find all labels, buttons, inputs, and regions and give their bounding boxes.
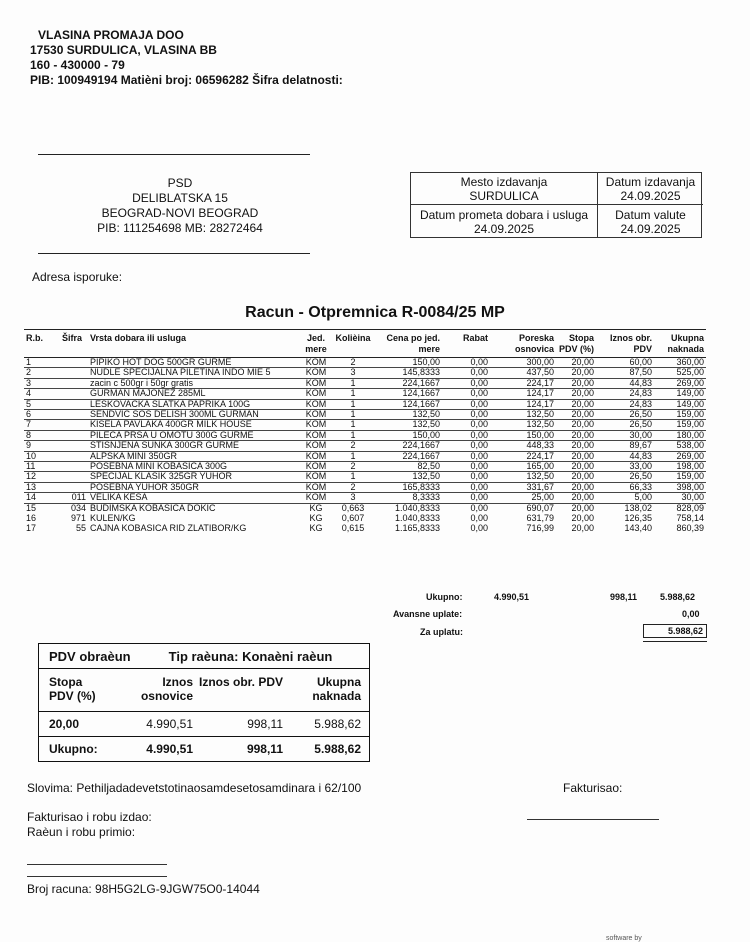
cell-pdv: 30,00 (596, 430, 654, 440)
cell-ukupno: 758,14 (676, 513, 704, 524)
cell-pdv: 126,35 (624, 513, 652, 524)
cell-naziv: CAJNA KOBASICA RID ZLATIBOR/KG (90, 523, 247, 534)
col-jm: Jed. mere (300, 330, 332, 358)
cell-ukupno: 269,00 (654, 451, 706, 461)
cell-naziv: POSEBNA MINI KOBASICA 300G (88, 462, 300, 472)
table-row (24, 514, 706, 524)
vat-summary-box (38, 643, 370, 762)
cell-sifra (60, 410, 88, 420)
invoice-type: Tip raèuna: Konaèni raèun (168, 648, 333, 664)
cell-naziv: KISELA PAVLAKA 400GR MILK HOUSE (88, 420, 300, 430)
cell-cena: 132,50 (374, 420, 442, 430)
cell-stopa: 20,00 (556, 493, 596, 503)
cell-osnovica: 124,17 (490, 389, 556, 399)
cell-kol: 1 (332, 399, 374, 409)
cell-cena: 124,1667 (374, 389, 442, 399)
cell-pdv: 89,67 (596, 441, 654, 451)
cell-osnovica: 132,50 (490, 420, 556, 430)
table-row (24, 358, 706, 368)
table-row (24, 399, 706, 409)
totals-ukupno: 5.988,62 (660, 592, 696, 602)
buyer-ids: PIB: 111254698 MB: 28272464 (97, 221, 263, 235)
received-signature-line (27, 864, 167, 865)
cell-cena: 165,8333 (374, 482, 442, 492)
cell-ukupno: 860,39 (676, 523, 704, 534)
table-row (24, 472, 706, 482)
cell-rabat: 0,00 (442, 493, 490, 503)
cell-rabat: 0,00 (442, 462, 490, 472)
totals-osnovica: 4.990,51 (494, 592, 530, 602)
value-date-value: 24.09.2025 (620, 221, 681, 236)
cell-osnovica: 165,00 (490, 462, 556, 472)
cell-pdv: 138,02 (624, 503, 652, 513)
cell-pdv: 60,00 (596, 358, 654, 368)
software-brand: software by (606, 935, 642, 942)
cell-stopa: 20,00 (556, 462, 596, 472)
delivery-address-label: Adresa isporuke: (32, 270, 123, 284)
cell-rb: 8 (24, 430, 60, 440)
vat-row-rate: 20,00 (49, 717, 80, 731)
cell-naziv: zacin c 500gr i 50gr gratis (88, 378, 300, 388)
cell-rabat: 0,00 (442, 472, 490, 482)
cell-osnovica: 150,00 (490, 430, 556, 440)
cell-osnovica: 690,07 (526, 503, 554, 513)
cell-rb: 2 (24, 368, 60, 378)
cell-naziv: ALPSKA MINI 350GR (88, 451, 300, 461)
col-stopa: Stopa PDV (%) (556, 330, 596, 358)
totals-label: Ukupno: (426, 592, 463, 602)
cell-stopa: 20,00 (556, 389, 596, 399)
issue-date-cell (598, 173, 703, 205)
cell-osnovica: 331,67 (490, 482, 556, 492)
cell-pdv: 5,00 (596, 493, 654, 503)
cell-rb: 11 (24, 462, 60, 472)
cell-jm: KOM (300, 482, 332, 492)
cell-rabat: 0,00 (442, 451, 490, 461)
cell-ukupno: 159,00 (654, 472, 706, 482)
cell-kol: 0,615 (341, 523, 365, 534)
cell-pdv: 66,33 (596, 482, 654, 492)
cell-kol: 1 (332, 410, 374, 420)
cell-ukupno: 30,00 (654, 493, 706, 503)
col-cena: Cena po jed. mere (374, 330, 442, 358)
divider-bottom (38, 253, 310, 254)
cell-osnovica: 124,17 (490, 399, 556, 409)
cell-rb: 13 (24, 482, 60, 492)
cell-naziv: LESKOVACKA SLATKA PAPRIKA 100G (88, 399, 300, 409)
cell-kol: 1 (332, 420, 374, 430)
table-row (24, 503, 706, 513)
cell-cena: 150,00 (374, 430, 442, 440)
invoiced-by-label: Fakturisao: (563, 781, 623, 795)
cell-rabat: 0,00 (470, 503, 488, 513)
cell-pdv: 33,00 (596, 462, 654, 472)
cell-rb: 9 (24, 441, 60, 451)
table-row (24, 441, 706, 451)
cell-rabat: 0,00 (442, 389, 490, 399)
buyer-city: BEOGRAD-NOVI BEOGRAD (101, 206, 259, 220)
cell-naziv: BUDIMSKA KOBASICA DOKIC (90, 503, 216, 513)
cell-jm: KOM (300, 389, 332, 399)
cell-ukupno: 159,00 (654, 420, 706, 430)
cell-jm: KG (309, 513, 323, 524)
table-row (24, 420, 706, 430)
vat-summary-row (39, 712, 369, 737)
cell-kol: 1 (332, 389, 374, 399)
table-row (24, 451, 706, 461)
cell-rabat: 0,00 (442, 430, 490, 440)
cell-jm: KOM (300, 399, 332, 409)
cell-sifra: 011 (60, 493, 88, 503)
cell-rb: 3 (24, 378, 60, 388)
cell-pdv: 26,50 (596, 420, 654, 430)
cell-cena: 224,1667 (374, 378, 442, 388)
cell-rb: 12 (24, 472, 60, 482)
cell-sifra (60, 482, 88, 492)
cell-rabat: 0,00 (442, 410, 490, 420)
cell-ukupno: 159,00 (654, 410, 706, 420)
cell-jm: KOM (300, 378, 332, 388)
cell-sifra (60, 472, 88, 482)
cell-stopa: 20,00 (556, 441, 596, 451)
vat-summary-title: PDV obraèun (49, 648, 131, 664)
cell-rabat: 0,00 (442, 420, 490, 430)
cell-sifra (60, 378, 88, 388)
cell-rb: 10 (24, 451, 60, 461)
cell-stopa: 20,00 (556, 399, 596, 409)
vat-summary-header (39, 644, 369, 669)
cell-rabat: 0,00 (442, 482, 490, 492)
vat-row-tax: 998,11 (247, 717, 283, 731)
advance-label: Avansne uplate: (393, 609, 463, 619)
cell-kol: 2 (332, 358, 374, 368)
col-sifra: Šifra (60, 330, 88, 358)
cell-stopa: 20,00 (556, 472, 596, 482)
vat-summary-total-row (39, 737, 369, 761)
cell-sifra: 034 (70, 503, 86, 513)
cell-stopa: 20,00 (556, 368, 596, 378)
cell-osnovica: 300,00 (490, 358, 556, 368)
table-row (24, 462, 706, 472)
cell-osnovica: 716,99 (526, 523, 554, 534)
cell-rb: 17 (26, 523, 37, 534)
cell-pdv: 26,50 (596, 410, 654, 420)
invoiced-by-signature-line (527, 819, 659, 820)
cell-jm: KOM (300, 472, 332, 482)
table-row (24, 430, 706, 440)
cell-rb: 16 (26, 513, 37, 524)
cell-jm: KOM (300, 462, 332, 472)
seller-account: 160 - 430000 - 79 (30, 58, 125, 72)
cell-naziv: KULEN/KG (90, 513, 136, 524)
cell-rabat: 0,00 (442, 378, 490, 388)
cell-stopa: 20,00 (571, 523, 594, 534)
cell-cena: 145,8333 (374, 368, 442, 378)
cell-rb: 7 (24, 420, 60, 430)
cell-sifra (60, 368, 88, 378)
vat-row-base: 4.990,51 (146, 717, 193, 731)
cell-pdv: 44,83 (596, 378, 654, 388)
turnover-date-cell (411, 205, 598, 238)
seller-block (30, 28, 343, 88)
cell-osnovica: 224,17 (490, 378, 556, 388)
cell-ukupno: 198,00 (654, 462, 706, 472)
items-table (24, 329, 706, 534)
col-rabat: Rabat (442, 330, 490, 358)
seller-address: 17530 SURDULICA, VLASINA BB (30, 43, 217, 57)
cell-naziv: SPECIJAL KLASIK 325GR YUHOR (88, 472, 300, 482)
cell-osnovica: 448,33 (490, 441, 556, 451)
cell-rb: 4 (24, 389, 60, 399)
vat-col-tax: Iznos obr. PDV (198, 675, 283, 689)
cell-sifra: 971 (70, 513, 86, 524)
cell-sifra (60, 358, 88, 368)
cell-stopa: 20,00 (556, 451, 596, 461)
place-label: Mesto izdavanja (460, 174, 548, 189)
col-ukupno: Ukupna naknada (654, 330, 706, 358)
cell-ukupno: 149,00 (654, 399, 706, 409)
table-row (24, 482, 706, 492)
table-row (24, 368, 706, 378)
cell-cena: 8,3333 (374, 493, 442, 503)
items-body (24, 358, 706, 535)
cell-stopa: 20,00 (556, 378, 596, 388)
col-naziv: Vrsta dobara ili usluga (88, 330, 300, 358)
cell-rb: 6 (24, 410, 60, 420)
cell-pdv: 24,83 (596, 389, 654, 399)
cell-jm: KG (309, 503, 323, 513)
cell-kol: 0,607 (341, 513, 365, 524)
cell-naziv: PILECA PRSA U OMOTU 300G GURME (88, 430, 300, 440)
cell-rabat: 0,00 (470, 523, 488, 534)
cell-sifra: 55 (75, 523, 86, 534)
cell-cena: 132,50 (374, 472, 442, 482)
cell-ukupno: 398,00 (654, 482, 706, 492)
cell-osnovica: 437,50 (490, 368, 556, 378)
cell-stopa: 20,00 (571, 503, 594, 513)
table-row (24, 378, 706, 388)
cell-ukupno: 828,09 (676, 503, 704, 513)
vat-col-base: Iznos osnovice (140, 675, 193, 703)
vat-sum-base: 4.990,51 (146, 742, 193, 756)
to-pay-underline (643, 641, 707, 642)
document-title: Racun - Otpremnica R-0084/25 MP (245, 304, 505, 321)
vat-sum-total: 5.988,62 (314, 742, 361, 756)
cell-stopa: 20,00 (556, 420, 596, 430)
turnover-date-label: Datum prometa dobara i usluga (419, 207, 589, 222)
cell-cena: 150,00 (374, 358, 442, 368)
cell-cena: 1.040,8333 (394, 513, 440, 524)
amount-in-words: Slovima: Pethiljadadevetstotinaosamdesetosamdinara i 62/100 (27, 781, 362, 795)
cell-rb: 15 (26, 503, 37, 513)
cell-stopa: 20,00 (556, 410, 596, 420)
turnover-date-value: 24.09.2025 (473, 221, 535, 236)
totals-pdv: 998,11 (610, 592, 638, 602)
received-by-label: Raèun i robu primio: (27, 825, 136, 839)
cell-rabat: 0,00 (442, 399, 490, 409)
cell-osnovica: 132,50 (490, 410, 556, 420)
cell-ukupno: 525,00 (654, 368, 706, 378)
cell-kol: 2 (332, 482, 374, 492)
cell-osnovica: 631,79 (526, 513, 554, 524)
cell-naziv: POSEBNA YUHOR 350GR (88, 482, 300, 492)
divider-top (38, 154, 310, 155)
table-row (24, 524, 706, 534)
cell-rabat: 0,00 (442, 358, 490, 368)
cell-jm: KOM (300, 451, 332, 461)
cell-jm: KOM (300, 420, 332, 430)
cell-jm: KOM (300, 493, 332, 503)
to-pay-value: 5.988,62 (643, 624, 707, 638)
issued-signature-line (27, 876, 167, 877)
cell-ukupno: 149,00 (654, 389, 706, 399)
col-rb: R.b. (24, 330, 60, 358)
cell-stopa: 20,00 (556, 430, 596, 440)
cell-kol: 2 (332, 441, 374, 451)
cell-naziv: PIPIKO HOT DOG 500GR GURME (88, 358, 300, 368)
issue-date-label: Datum izdavanja (605, 174, 696, 189)
cell-naziv: STISNJENA SUNKA 300GR GURME (88, 441, 300, 451)
cell-osnovica: 224,17 (490, 451, 556, 461)
cell-osnovica: 132,50 (490, 472, 556, 482)
cell-sifra (60, 462, 88, 472)
buyer-street: DELIBLATSKA 15 (132, 191, 228, 205)
cell-jm: KOM (300, 430, 332, 440)
cell-ukupno: 360,00 (654, 358, 706, 368)
cell-rabat: 0,00 (442, 368, 490, 378)
cell-stopa: 20,00 (571, 513, 594, 524)
cell-rb: 1 (24, 358, 60, 368)
cell-kol: 1 (332, 472, 374, 482)
cell-kol: 1 (332, 378, 374, 388)
place-cell (411, 173, 598, 205)
cell-sifra (60, 451, 88, 461)
cell-naziv: SENDVIC SOS DELISH 300ML GURMAN (88, 410, 300, 420)
cell-rabat: 0,00 (442, 441, 490, 451)
advance-value: 0,00 (682, 609, 700, 619)
cell-pdv: 143,40 (624, 523, 652, 534)
seller-ids: PIB: 100949194 Matièni broj: 06596282 Šifra delatnosti: (30, 73, 343, 87)
cell-kol: 3 (332, 368, 374, 378)
cell-ukupno: 269,00 (654, 378, 706, 388)
items-header-row (24, 330, 706, 358)
table-row (24, 493, 706, 503)
cell-ukupno: 538,00 (654, 441, 706, 451)
col-kol: Kolièina (332, 330, 374, 358)
col-osnovica: Poreska osnovica (490, 330, 556, 358)
vat-sum-tax: 998,11 (246, 742, 283, 756)
cell-pdv: 24,83 (596, 399, 654, 409)
issued-by-label: Fakturisao i robu izdao: (27, 810, 152, 824)
cell-cena: 124,1667 (374, 399, 442, 409)
cell-cena: 224,1667 (374, 451, 442, 461)
issue-date-value: 24.09.2025 (620, 188, 681, 203)
col-pdv: Iznos obr. PDV (596, 330, 654, 358)
cell-kol: 3 (332, 493, 374, 503)
cell-kol: 0,663 (341, 503, 365, 513)
cell-pdv: 26,50 (596, 472, 654, 482)
cell-jm: KOM (300, 441, 332, 451)
cell-cena: 132,50 (374, 410, 442, 420)
vat-col-total: Ukupna naknada (312, 675, 361, 703)
vat-col-rate: Stopa PDV (%) (49, 675, 96, 703)
table-row (24, 389, 706, 399)
cell-rabat: 0,00 (470, 513, 488, 524)
cell-ukupno: 180,00 (654, 430, 706, 440)
buyer-name: PSD (167, 176, 193, 190)
cell-stopa: 20,00 (556, 482, 596, 492)
cell-stopa: 20,00 (556, 358, 596, 368)
cell-kol: 1 (332, 430, 374, 440)
buyer-block (60, 176, 300, 236)
cell-rb: 5 (24, 399, 60, 409)
issue-info-box (410, 172, 702, 238)
seller-name: VLASINA PROMAJA DOO (38, 28, 184, 42)
cell-naziv: NUDLE SPECIJALNA PILETINA INDO MIE 5 (88, 368, 300, 378)
cell-naziv: GURMAN MAJONEZ 285ML (88, 389, 300, 399)
place-value: SURDULICA (469, 188, 539, 203)
cell-rb: 14 (24, 493, 60, 503)
table-row (24, 410, 706, 420)
cell-sifra (60, 420, 88, 430)
value-date-label: Datum valute (615, 207, 686, 222)
cell-jm: KOM (300, 358, 332, 368)
cell-pdv: 44,83 (596, 451, 654, 461)
vat-sum-label: Ukupno: (49, 742, 98, 756)
cell-jm: KG (309, 523, 323, 534)
cell-kol: 1 (332, 451, 374, 461)
cell-cena: 82,50 (374, 462, 442, 472)
cell-sifra (60, 389, 88, 399)
cell-sifra (60, 430, 88, 440)
cell-sifra (60, 441, 88, 451)
cell-cena: 1.040,8333 (394, 503, 440, 513)
cell-sifra (60, 399, 88, 409)
cell-osnovica: 25,00 (490, 493, 556, 503)
cell-naziv: VELIKA KESA (88, 493, 300, 503)
vat-summary-columns (39, 669, 369, 712)
cell-pdv: 87,50 (596, 368, 654, 378)
cell-jm: KOM (300, 410, 332, 420)
cell-cena: 1.165,8333 (394, 523, 440, 534)
vat-row-total: 5.988,62 (314, 717, 361, 731)
cell-kol: 2 (332, 462, 374, 472)
value-date-cell (598, 205, 703, 238)
to-pay-label: Za uplatu: (420, 627, 463, 637)
cell-jm: KOM (300, 368, 332, 378)
cell-cena: 224,1667 (374, 441, 442, 451)
invoice-number: Broj racuna: 98H5G2LG-9JGW75O0-14044 (27, 882, 260, 896)
